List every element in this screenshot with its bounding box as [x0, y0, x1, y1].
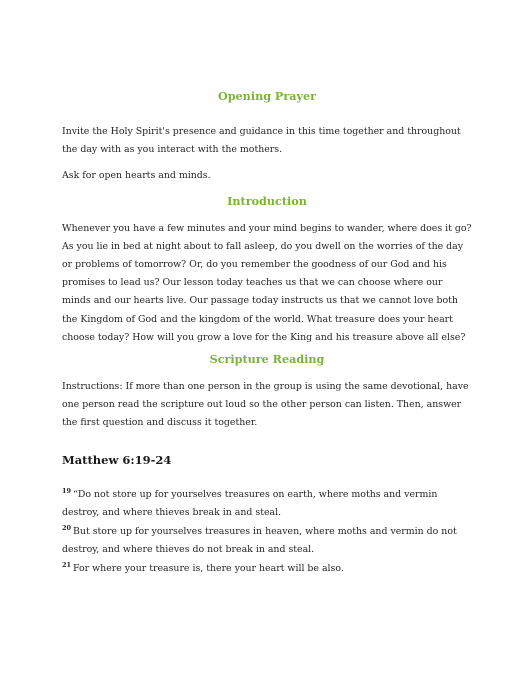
verse-text: For where your treasure is, there your heart will be also. — [73, 563, 344, 575]
verse-text: But store up for yourselves treasures in heaven, where moths and vermin do not destroy, and where thieves do not break in and steal. — [62, 526, 457, 556]
document-page — [62, 88, 472, 579]
verse-number: 21 — [62, 561, 72, 570]
verse — [62, 486, 472, 522]
verse-text: “Do not store up for yourselves treasures on earth, where moths and vermin destroy, and where thieves break in and steal. — [62, 488, 438, 518]
verse-number: 19 — [62, 486, 72, 495]
introduction-heading: Introduction — [227, 193, 307, 208]
opening-prayer-heading: Opening Prayer — [218, 89, 316, 103]
verse — [62, 560, 472, 578]
scripture-instructions: Instructions: If more than one person in the group is using the same devotional, have one person read the scripture out loud so the other person can listen. Then, answer the first question and discuss it together. — [62, 381, 469, 429]
verse — [62, 523, 472, 559]
introduction-paragraph: Whenever you have a few minutes and your mind begins to wander, where does it go? As you lie in bed at night about to fall asleep, do you dwell on the worries of the day or problems of tomorrow? Or, do you remember the goodness of our God and his promises to lead us? Our lesson today teaches us that we can choose where our minds and our hearts live. Our passage today instructs us that we cannot love both the Kingdom of God and the kingdom of the world. What treasure does your heart choose today? How will you grow a love for the King and his treasure above all else? — [62, 222, 472, 343]
verse-number: 20 — [62, 523, 72, 532]
passage-title: Matthew 6:19-24 — [62, 452, 172, 467]
opening-prayer-paragraph: Invite the Holy Spirit's presence and guidance in this time together and throughout the day with as you interact with the mothers. — [62, 126, 461, 156]
passage-verses — [62, 486, 472, 579]
opening-prayer-paragraph: Ask for open hearts and minds. — [62, 170, 211, 182]
scripture-reading-heading: Scripture Reading — [209, 352, 325, 367]
